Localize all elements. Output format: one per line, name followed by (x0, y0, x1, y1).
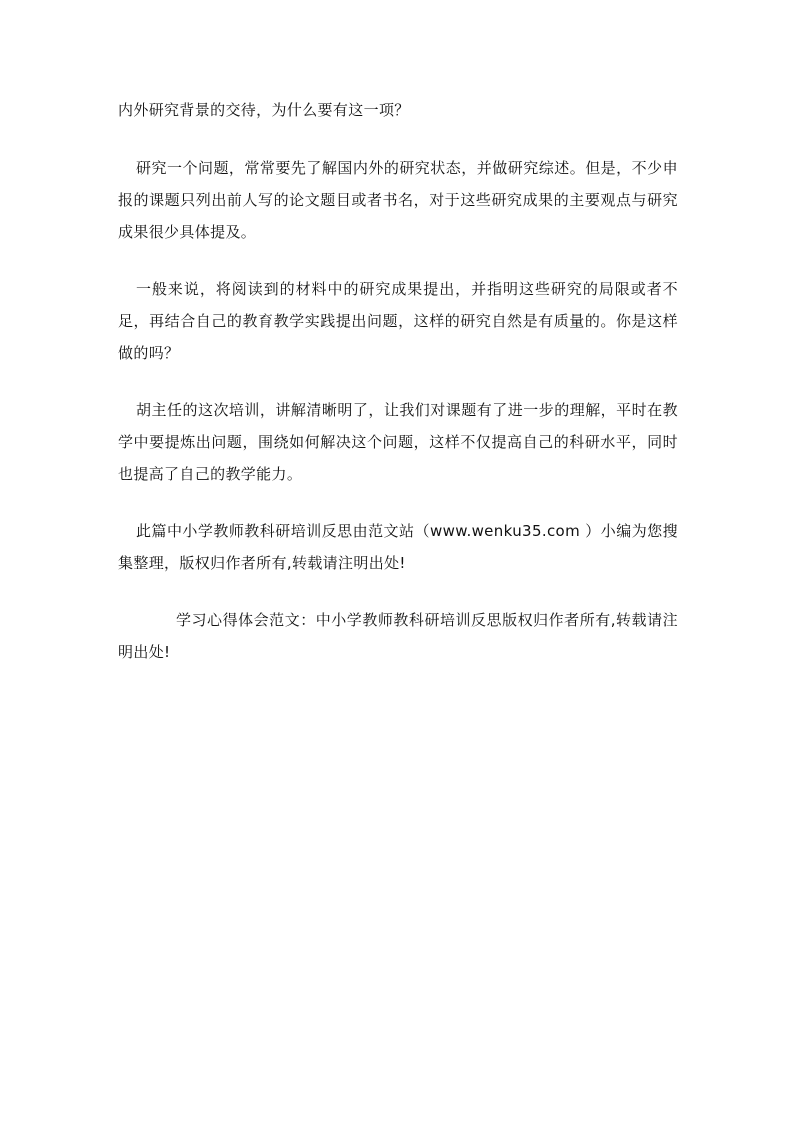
copyright-note-paragraph: 学习心得体会范文：中小学教师教科研培训反思版权归作者所有,转载请注明出处! (118, 611, 678, 661)
research-background-paragraph: 研究一个问题，常常要先了解国内外的研究状态，并做研究综述。但是，不少申报的课题只列出前人写的论文题目或者书名，对于这些研究成果的主要观点与研究成果很少具体提及。 (118, 159, 678, 241)
training-reflection-paragraph: 胡主任的这次培训，讲解清晰明了，让我们对课题有了进一步的理解，平时在教学中要提炼出问题，围绕如何解决这个问题，这样不仅提高自己的科研水平，同时也提高了自己的教学能力。 (118, 401, 678, 483)
document-content (118, 94, 678, 668)
intro-question-paragraph: 内外研究背景的交待，为什么要有这一项？ (118, 101, 410, 119)
quality-research-paragraph: 一般来说，将阅读到的材料中的研究成果提出，并指明这些研究的局限或者不足，再结合自己的教育教学实践提出问题，这样的研究自然是有质量的。你是这样做的吗？ (118, 280, 678, 362)
source-note-paragraph: 此篇中小学教师教科研培训反思由范文站（www.wenku35.com ）小编为您搜集整理，版权归作者所有,转载请注明出处! (118, 522, 678, 572)
